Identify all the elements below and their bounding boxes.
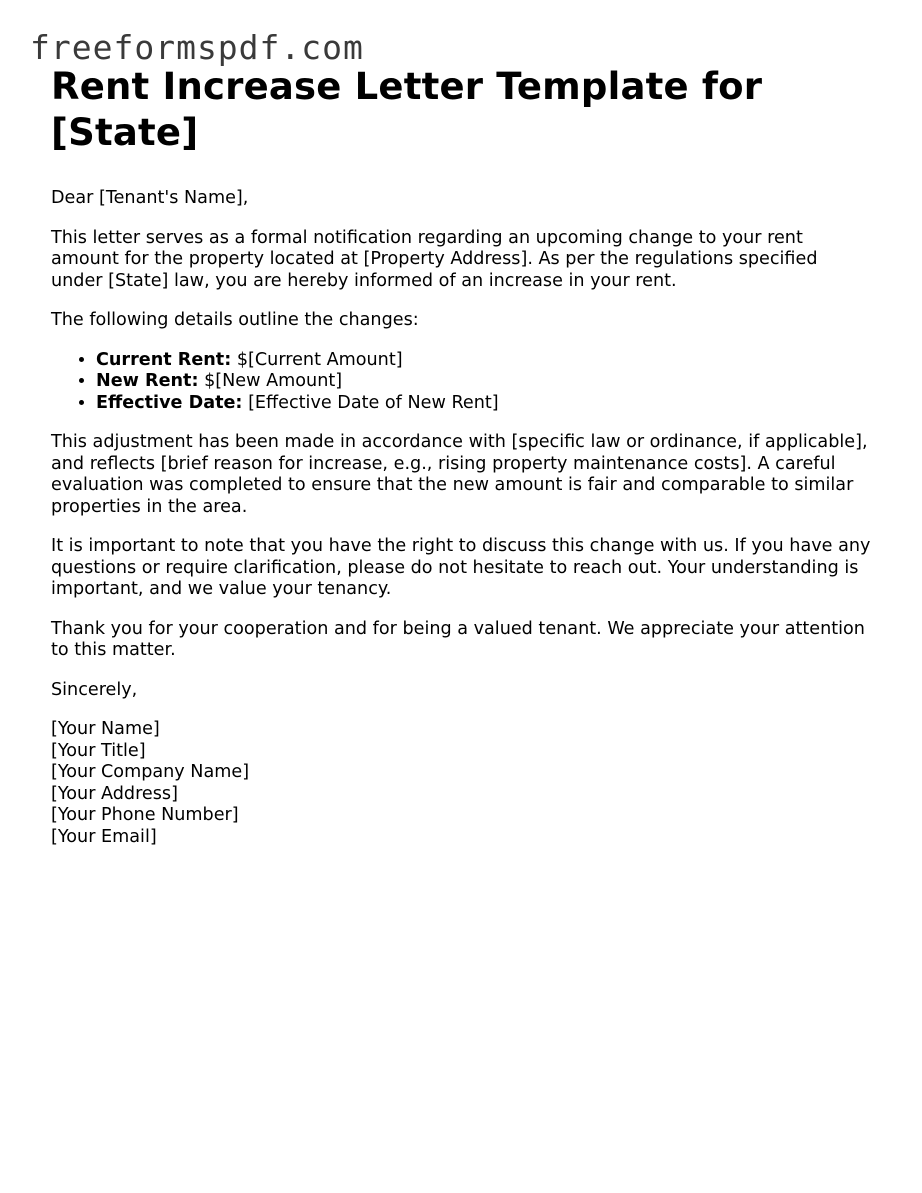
detail-label: Effective Date: xyxy=(96,392,243,413)
signature-title: [Your Title] xyxy=(51,740,146,761)
adjustment-paragraph: This adjustment has been made in accordance with [specific law or ordinance, if applicable], and reflects [brief reason for increase, e.g., rising property maintenance costs]. A careful evaluation was completed to ensure that the new amount is fair and comparable to similar properties in the area. xyxy=(51,432,868,517)
thanks-paragraph: Thank you for your cooperation and for being a valued tenant. We appreciate your attention to this matter. xyxy=(51,618,865,660)
detail-label: New Rent: xyxy=(96,371,199,391)
signature-block xyxy=(51,719,871,848)
list-item-effective-date xyxy=(96,393,871,415)
rights-paragraph: It is important to note that you have the right to discuss this change with us. If you have any questions or require clarification, please do not hesitate to reach out. Your understanding is important, and we value your tenancy. xyxy=(51,536,871,599)
greeting: Dear [Tenant's Name], xyxy=(51,188,249,208)
intro-paragraph: This letter serves as a formal notification regarding an upcoming change to your rent amount for the property located at [Property Address]. As per the regulations specified under [State] law, you are hereby informed of an increase in your rent. xyxy=(51,227,818,291)
signature-company: [Your Company Name] xyxy=(51,762,250,782)
detail-value: $[New Amount] xyxy=(204,371,343,391)
signature-phone: [Your Phone Number] xyxy=(51,805,239,825)
watermark-text: freeformspdf.com xyxy=(30,28,364,67)
rent-details-list xyxy=(51,350,871,415)
detail-label: Current Rent: xyxy=(96,349,232,370)
signoff: Sincerely, xyxy=(51,679,138,700)
list-item-new-rent xyxy=(96,371,871,393)
signature-name: [Your Name] xyxy=(51,719,160,739)
letter-document xyxy=(51,64,871,848)
detail-value: $[Current Amount] xyxy=(236,349,403,370)
signature-email: [Your Email] xyxy=(51,826,157,847)
signature-address: [Your Address] xyxy=(51,783,178,804)
detail-value: [Effective Date of New Rent] xyxy=(248,392,499,413)
details-intro: The following details outline the changes: xyxy=(51,310,419,330)
list-item-current-rent xyxy=(96,350,871,372)
letter-title: Rent Increase Letter Template for [State] xyxy=(51,65,763,154)
